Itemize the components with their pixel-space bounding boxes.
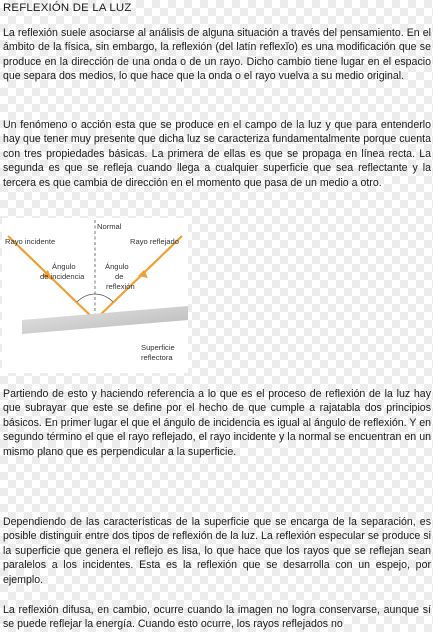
reflection-diagram-svg [2,218,188,373]
label-incident-ray: Rayo incidente [5,237,56,246]
paragraph-5: La reflexión difusa, en cambio, ocurre cuando la imagen no logra conservarse, aunque sí se puede reflejar la energía. Cuando esto ocurre, los rayos reflejados no [3,604,431,631]
label-angle-reflection-3: reflexión [106,282,135,291]
label-angle-incidence-1: Ángulo [52,262,76,271]
label-angle-reflection-2: de [115,272,124,281]
label-reflected-ray: Rayo reflejado [130,237,179,246]
label-angle-reflection-1: Ángulo [105,262,129,271]
reflection-diagram [2,218,188,373]
label-normal: Normal [97,222,122,231]
paragraph-4: Dependiendo de las características de la superficie que se encarga de la separación, es posible distinguir entre dos tipos de reflexión de la luz. La reflexión especular se produce si la superficie que genera el reflejo es lisa, lo que hace que los rayos que se reflejan sean paralelos a los incidentes. Esta es la reflexión que se desarrolla con un espejo, por ejemplo. [3,516,431,586]
paragraph-3: Partiendo de esto y haciendo referencia a lo que es el proceso de reflexión de la luz hay que subrayar que este se define por el hecho de que cumple a rajatabla dos principios básicos. En primer lugar el que el ángulo de incidencia es igual al ángulo de reflexión. Y en segundo término el que el rayo reflejado, el rayo incidente y la normal se encuentran en un mismo plano que es perpendicular a la superficie. [3,388,431,458]
page-title: REFLEXIÓN DE LA LUZ [3,2,132,14]
paragraph-1: La reflexión suele asociarse al análisis de alguna situación a través del pensamiento. En el ámbito de la física, sin embargo, la reflexión (del latín reflexĭo) es una modificación que se produce en la dirección de una onda o de un rayo. Dicho cambio tiene lugar en el espacio que separa dos medios, lo que hace que la onda o el rayo vuelva a su medio original. [3,27,431,83]
paragraph-2: Un fenómeno o acción esta que se produce en el campo de la luz y que para entenderlo hay que tener muy presente que dicha luz se caracteriza fundamentalmente porque cuenta con tres propiedades básicas. La primera de ellas es que se propaga en línea recta. La segunda es que se refleja cuando llega a cualquier superficie que sea reflectante y la tercera es que cambia de dirección en el momento que pasa de un medio a otro. [3,119,431,189]
label-surface-1: Superficie [141,343,175,352]
label-surface-2: reflectora [141,353,173,362]
label-angle-incidence-2: de incidencia [40,272,85,281]
